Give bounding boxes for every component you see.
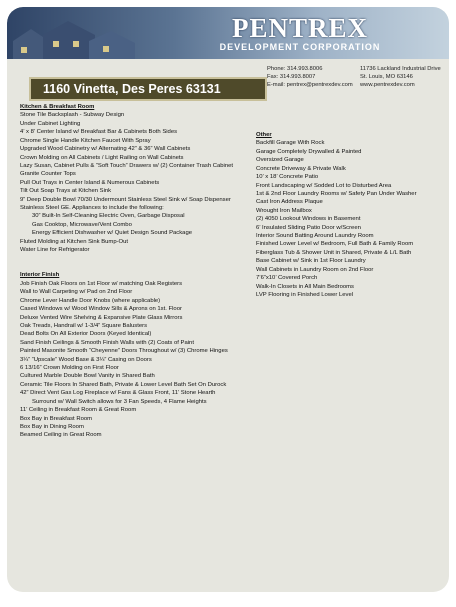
contact-phone: Phone: 314.993.8006: [267, 66, 323, 72]
list-item: Cast Iron Address Plaque: [256, 199, 323, 206]
list-item: 7’6”x10’ Covered Porch: [256, 275, 318, 282]
interior-heading: Interior Finish: [20, 272, 60, 279]
list-item: Box Bay in Breakfast Room: [20, 415, 93, 422]
kitchen-heading: Kitchen & Breakfast Room: [20, 104, 95, 110]
contact-fax: Fax: 314.993.8007: [267, 74, 316, 80]
list-item: Front Landscaping w/ Sodded Lot to Disturbed Area: [256, 182, 392, 189]
spec-sheet: [7, 7, 449, 592]
contact-city: St. Louis, MO 63146: [360, 74, 413, 80]
list-item: 10’ x 18’ Concrete Patio: [256, 174, 319, 181]
list-item: Cased Windows w/ Wood Window Sills & Aprons on 1st. Floor: [20, 306, 182, 313]
list-item: 11’ Ceiling in Breakfast Room & Great Room: [20, 407, 137, 414]
list-item: Chrome Single Handle Kitchen Faucet With Spray: [20, 137, 151, 144]
house-photo-icon: [13, 19, 153, 59]
list-item: Beamed Ceiling in Great Room: [20, 432, 102, 439]
list-item: Chrome Lever Handle Door Knobs (where applicable): [20, 297, 161, 304]
list-item: Base Cabinet w/ Sink in 1st Floor Laundry: [256, 258, 366, 265]
list-item: Upgraded Wood Cabinetry w/ Alternating 42” & 36” Wall Cabinets: [20, 146, 191, 153]
list-item: Oversized Garage: [256, 157, 304, 164]
list-item: Oak Treads, Handrail w/ 1-3/4” Square Balusters: [20, 322, 148, 329]
contact-address-block: [360, 65, 441, 89]
list-item: Job Finish Oak Floors on 1st Floor w/ matching Oak Registers: [20, 280, 183, 287]
list-item: Crown Molding on All Cabinets / Light Railing on Wall Cabinets: [20, 154, 184, 161]
list-item: Walk-In Closets in All Main Bedrooms: [256, 283, 354, 290]
list-item: Concrete Driveway & Private Walk: [256, 165, 346, 172]
list-item: 6’ Insulated Sliding Patio Door w/Screen: [256, 224, 361, 231]
other-heading: Other: [256, 132, 272, 138]
company-logo: PENTREX: [231, 13, 368, 43]
company-tagline: DEVELOPMENT CORPORATION: [219, 42, 381, 52]
list-item: Wall Cabinets in Laundry Room on 2nd Floor: [256, 266, 374, 273]
contact-website: www.pentrexdev.com: [360, 82, 415, 88]
list-item: 9” Deep Double Bowl 70/30 Undermount Stainless Steel Sink w/ Soap Dispenser: [20, 196, 231, 203]
list-item: 4’ x 8’ Center Island w/ Breakfast Bar & Cabinets Both Sides: [20, 129, 178, 136]
list-item: 3¼” “Upscale” Wood Base & 3¼” Casing on Doors: [20, 356, 152, 363]
list-item: Interior Sound Batting Around Laundry Room: [256, 233, 374, 240]
list-item: Backfill Garage With Rock: [256, 140, 325, 147]
list-item: Box Bay in Dining Room: [20, 424, 84, 430]
list-item: Fluted Molding at Kitchen Sink Bump-Out: [20, 238, 129, 245]
list-item: Stainless Steel GE. Appliances to include the following:: [20, 205, 164, 212]
list-item: Lazy Susan, Cabinet Pulls & “Soft Touch” Drawers w/ (2) Container Trash Cabinet: [20, 162, 234, 169]
list-item: Water Line for Refrigerator: [20, 247, 90, 254]
contact-email: E-mail: pentrex@pentrexdev.com: [267, 82, 353, 88]
list-item: Granite Counter Tops: [20, 171, 76, 178]
list-subitem: 30” Built-In Self-Cleaning Electric Oven, Garbage Disposal: [32, 213, 185, 220]
list-item: Wrought Iron Mailbox: [256, 207, 312, 214]
list-item: Finished Lower Level w/ Bedroom, Full Bath & Family Room: [256, 241, 414, 248]
list-item: 42” Direct Vent Gas Log Fireplace w/ Fans & Glass Front, 11’ Stone Hearth: [20, 390, 216, 397]
list-item: Tilt Out Soap Trays at Kitchen Sink: [20, 188, 112, 195]
property-address: 1160 Vinetta, Des Peres 63131: [29, 77, 267, 101]
list-item: Wall to Wall Carpeting w/ Pad on 2nd Floor: [20, 289, 133, 296]
list-item: Deluxe Vented Wire Shelving & Expansive Plate Glass Mirrors: [20, 314, 183, 321]
list-item: LVP Flooring in Finished Lower Level: [256, 292, 354, 299]
list-item: Cultured Marble Double Bowl Vanity in Shared Bath: [20, 373, 155, 380]
list-item: Under Cabinet Lighting: [20, 120, 81, 127]
list-subitem: Energy Efficient Dishwasher w/ Quiet Design Sound Package: [32, 230, 193, 237]
list-item: 6 13/16” Crown Molding on First Floor: [20, 365, 119, 372]
list-item: Pull Out Trays in Center Island & Numerous Cabinets: [20, 179, 160, 186]
list-subitem: Surround w/ Wall Switch allows for 3 Fan Speeds, 4 Flame Heights: [32, 398, 207, 405]
list-item: Sand Finish Ceilings & Smooth Finish Walls with (2) Coats of Paint: [20, 339, 194, 346]
contact-street: 11736 Lackland Industrial Drive: [360, 66, 441, 72]
header-banner: [7, 7, 449, 59]
list-item: Ceramic Tile Floors In Shared Bath, Private & Lower Level Bath Set On Durock: [20, 381, 227, 388]
list-item: 1st & 2nd Floor Laundry Rooms w/ Safety Pan Under Washer: [256, 190, 417, 197]
contact-phone-block: [267, 65, 353, 89]
list-item: Fiberglass Tub & Shower Unit in Shared, Private & L/L Bath: [256, 249, 412, 256]
left-column: [20, 103, 233, 440]
list-item: Garage Completely Drywalled & Painted: [256, 148, 362, 155]
list-item: Painted Masonite Smooth “Cheyenne” Doors Throughout w/ (3) Chrome Hinges: [20, 348, 228, 355]
list-subitem: Gas Cooktop, Microwave/Vent Combo: [32, 221, 132, 228]
list-item: (2) 4050 Lookout Windows in Basement: [256, 216, 361, 223]
list-item: Dead Bolts On All Exterior Doors (Keyed Identical): [20, 331, 152, 338]
list-item: Stone Tile Backsplash - Subway Design: [20, 112, 125, 119]
right-column: [256, 131, 417, 299]
